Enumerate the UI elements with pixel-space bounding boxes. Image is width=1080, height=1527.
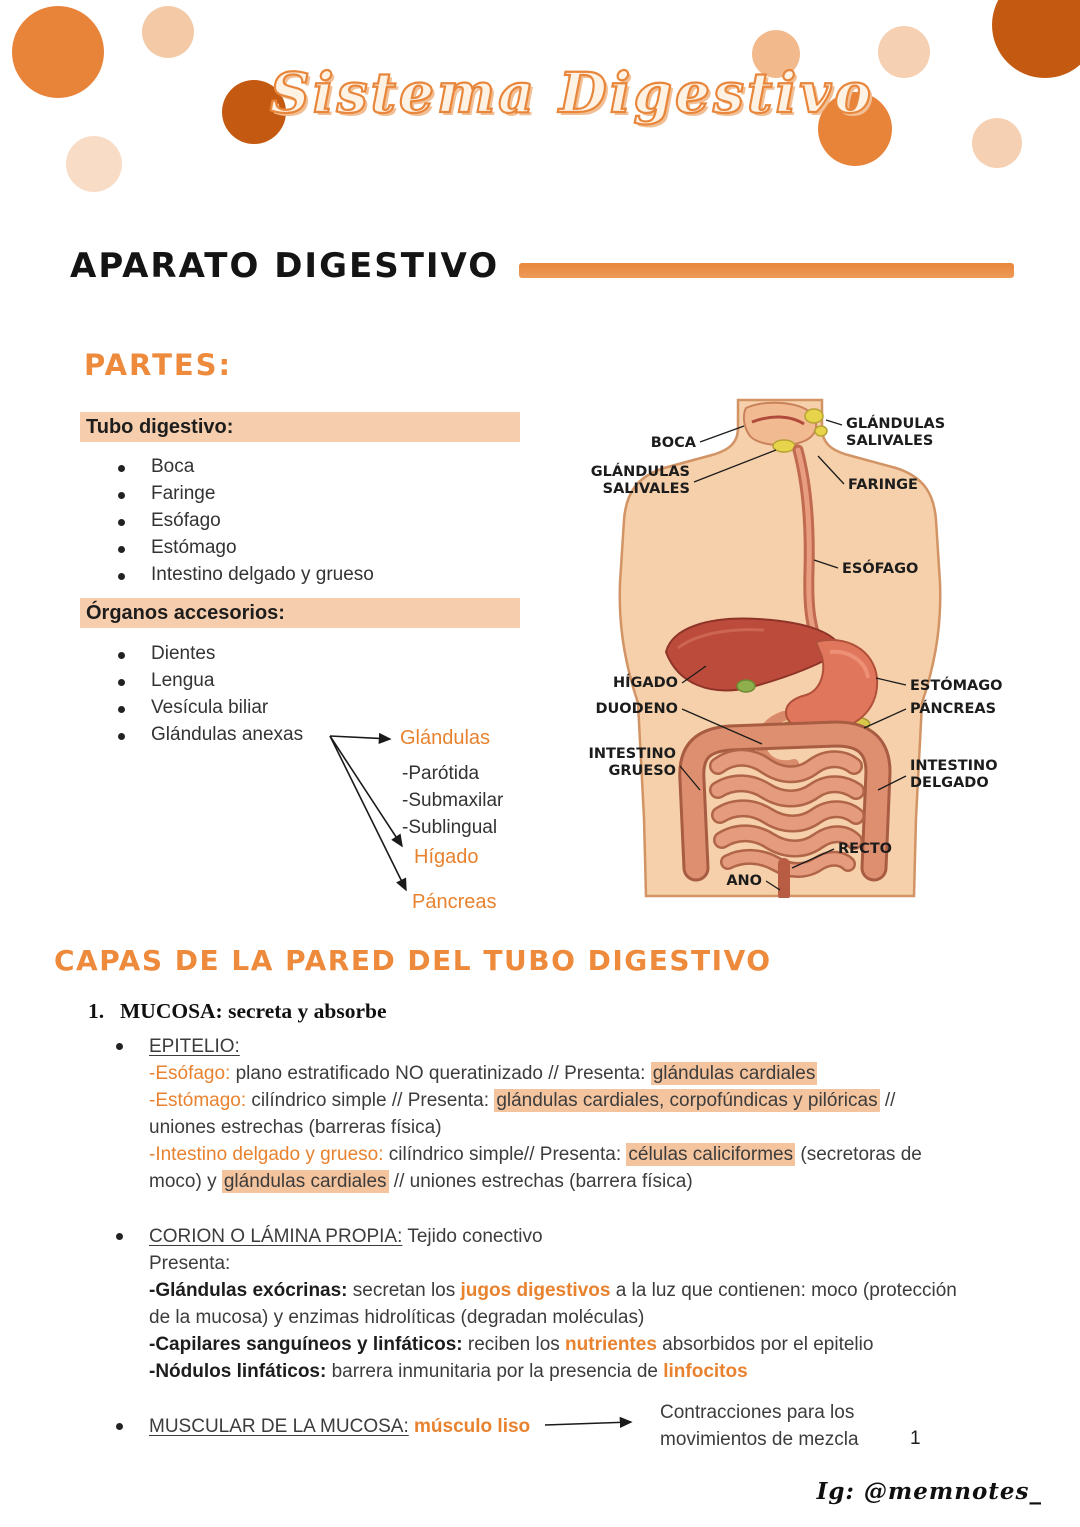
label-glandulas-salivales-left: SALIVALES [602, 481, 690, 497]
text-segment: plano estratificado NO queratinizado // Presenta: [230, 1063, 651, 1084]
label-glandulas-salivales-left: GLÁNDULAS [590, 464, 690, 480]
corion-block [88, 1223, 1050, 1385]
bullet-dot [118, 465, 125, 472]
text-segment: moco) y [149, 1171, 222, 1192]
bullet-dot [118, 546, 125, 553]
decorative-circle [878, 26, 930, 78]
bullet-dot [116, 1043, 123, 1050]
text-segment: -Esófago: [149, 1063, 231, 1084]
text-segment: jugos digestivos [460, 1280, 611, 1301]
heading-accent-bar [519, 263, 1014, 278]
salivary-gland [805, 409, 823, 423]
anexas-glandulas-items [402, 760, 503, 841]
muscular-note [660, 1399, 930, 1453]
text-segment: cilíndrico simple // Presenta: [246, 1090, 495, 1111]
mouth-shape [744, 403, 816, 445]
text-segment: (secretoras de [795, 1144, 922, 1165]
list-item [118, 564, 374, 591]
text-segment: de la mucosa) y enzimas hidrolíticas (degradan moléculas) [149, 1307, 645, 1328]
list-item [118, 483, 374, 510]
list-item [118, 537, 374, 564]
text-segment: reciben los [462, 1334, 566, 1355]
decorative-circle [142, 6, 194, 58]
item-title: MUCOSA: secreta y absorbe [120, 999, 387, 1023]
bullet-dot [118, 519, 125, 526]
text-line [149, 1358, 1050, 1385]
text-line [149, 1413, 530, 1440]
page-number: 1 [910, 1428, 921, 1449]
salivary-gland [773, 440, 795, 452]
list-item-label: Glándulas anexas [151, 724, 304, 745]
list-item-label: Lengua [151, 670, 215, 691]
text-line [149, 1250, 1050, 1277]
text-segment: -Nódulos linfáticos: [149, 1361, 327, 1382]
muscular-arrow [543, 1415, 643, 1433]
label-line [826, 420, 842, 425]
text-segment: linfocitos [663, 1361, 748, 1382]
arrow-to-pancreas [330, 736, 406, 890]
tubo-digestivo-header: Tubo digestivo: [80, 412, 520, 442]
text-segment: células caliciformes [628, 1144, 794, 1165]
text-segment: // uniones estrechas (barrera física) [388, 1171, 693, 1192]
text-segment: CORION O LÁMINA PROPIA: [149, 1226, 403, 1247]
digestive-system-diagram [578, 398, 1026, 898]
text-segment: glándulas cardiales, corpofúndicas y pilóricas [496, 1090, 878, 1111]
text-segment: -Glándulas exócrinas: [149, 1280, 348, 1301]
text-segment: EPITELIO: [149, 1036, 240, 1057]
epitelio-block [88, 1033, 1050, 1195]
label-intestino-delgado: INTESTINO [910, 758, 998, 774]
text-line [149, 1087, 1050, 1114]
decorative-circle [66, 136, 122, 192]
list-item [118, 643, 303, 670]
text-line [149, 1033, 1050, 1060]
label-duodeno: DUODENO [595, 701, 678, 717]
aparato-section-header [70, 246, 1014, 286]
bullet-dot [116, 1233, 123, 1240]
list-item: -Parótida [402, 763, 480, 784]
aparato-heading: APARATO DIGESTIVO [70, 246, 500, 286]
partes-heading: PARTES: [84, 348, 233, 382]
decorative-circle [972, 118, 1022, 168]
text-segment: cilíndrico simple// Presenta: [383, 1144, 627, 1165]
list-item [118, 510, 374, 537]
capas-heading: CAPAS DE LA PARED DEL TUBO DIGESTIVO [54, 944, 772, 977]
note-line: movimientos de mezcla [660, 1429, 859, 1450]
text-line [149, 1060, 1050, 1087]
label-glandulas-salivales-right: SALIVALES [846, 433, 934, 449]
list-item-label: Intestino delgado y grueso [151, 564, 374, 585]
salivary-gland [815, 426, 827, 436]
list-item: -Submaxilar [402, 790, 504, 811]
bullet-dot [118, 733, 125, 740]
bullet-dot [118, 652, 125, 659]
text-segment: secretan los [347, 1280, 461, 1301]
list-item-label: Faringe [151, 483, 216, 504]
list-item-label: Esófago [151, 510, 221, 531]
text-segment: músculo liso [414, 1416, 531, 1437]
anexas-glandulas-label: Glándulas [400, 727, 491, 749]
bullet-dot [118, 706, 125, 713]
text-segment: nutrientes [565, 1334, 657, 1355]
organos-accesorios-header: Órganos accesorios: [80, 598, 520, 628]
text-line [149, 1141, 1050, 1168]
text-line [149, 1331, 1050, 1358]
label-ano: ANO [726, 873, 762, 889]
label-intestino-grueso: GRUESO [608, 763, 676, 779]
text-segment: Tejido conectivo [402, 1226, 543, 1247]
list-item [118, 697, 303, 724]
text-segment: Presenta: [149, 1253, 231, 1274]
list-item [118, 724, 303, 751]
label-esofago: ESÓFAGO [842, 561, 919, 577]
label-intestino-delgado: DELGADO [910, 775, 989, 791]
bullet-dot [118, 492, 125, 499]
list-item: -Sublingual [402, 817, 498, 838]
text-segment: -Capilares sanguíneos y linfáticos: [149, 1334, 463, 1355]
gallbladder-shape [737, 680, 755, 692]
bullet-dot [118, 679, 125, 686]
label-boca: BOCA [650, 435, 696, 451]
text-segment: // [879, 1090, 896, 1111]
note-line: Contracciones para los [660, 1402, 855, 1423]
text-segment: -Intestino delgado y grueso: [149, 1144, 384, 1165]
title-wrap [270, 60, 874, 125]
list-item-label: Vesícula biliar [151, 697, 269, 718]
label-estomago: ESTÓMAGO [910, 678, 1003, 694]
text-line [149, 1223, 1050, 1250]
list-item-label: Dientes [151, 643, 216, 664]
capas-content [88, 998, 1050, 1483]
anexas-higado-label: Hígado [414, 846, 479, 868]
muscular-block [88, 1402, 1050, 1483]
text-segment: absorbidos por el epitelio [656, 1334, 874, 1355]
numbered-item [88, 998, 1050, 1025]
label-pancreas: PÁNCREAS [910, 701, 997, 717]
arrow-to-glandulas [330, 736, 390, 739]
tubo-digestivo-list [118, 456, 374, 591]
label-higado: HÍGADO [612, 675, 678, 691]
text-segment: uniones estrechas (barreras física) [149, 1117, 442, 1138]
page-title: Sistema Digestivo [270, 60, 874, 125]
list-item [118, 670, 303, 697]
list-item-label: Boca [151, 456, 195, 477]
text-segment: barrera inmunitaria por la presencia de [326, 1361, 664, 1382]
bullet-dot [116, 1423, 123, 1430]
organos-accesorios-list [118, 643, 303, 751]
text-segment: MUSCULAR DE LA MUCOSA: [149, 1416, 409, 1437]
item-number: 1. [88, 999, 105, 1023]
text-line [149, 1114, 1050, 1141]
arrow-to-higado [330, 736, 402, 846]
label-faringe: FARINGE [848, 477, 918, 493]
decorative-circle [12, 6, 104, 98]
list-item-label: Estómago [151, 537, 237, 558]
anexas-pancreas-label: Páncreas [412, 891, 497, 913]
bullet-dot [118, 573, 125, 580]
text-line [149, 1168, 1050, 1195]
text-segment: -Estómago: [149, 1090, 247, 1111]
text-segment: glándulas cardiales [652, 1063, 816, 1084]
text-segment: glándulas cardiales [223, 1171, 387, 1192]
label-glandulas-salivales-right: GLÁNDULAS [846, 416, 946, 432]
text-segment: a la luz que contienen: moco (protección [610, 1280, 957, 1301]
instagram-handle: Ig: @memnotes_ [816, 1478, 1042, 1505]
text-line [149, 1277, 1050, 1304]
text-line [149, 1304, 1050, 1331]
label-intestino-grueso: INTESTINO [588, 746, 676, 762]
list-item [118, 456, 374, 483]
decorative-circle [992, 0, 1080, 78]
label-recto: RECTO [838, 841, 892, 857]
